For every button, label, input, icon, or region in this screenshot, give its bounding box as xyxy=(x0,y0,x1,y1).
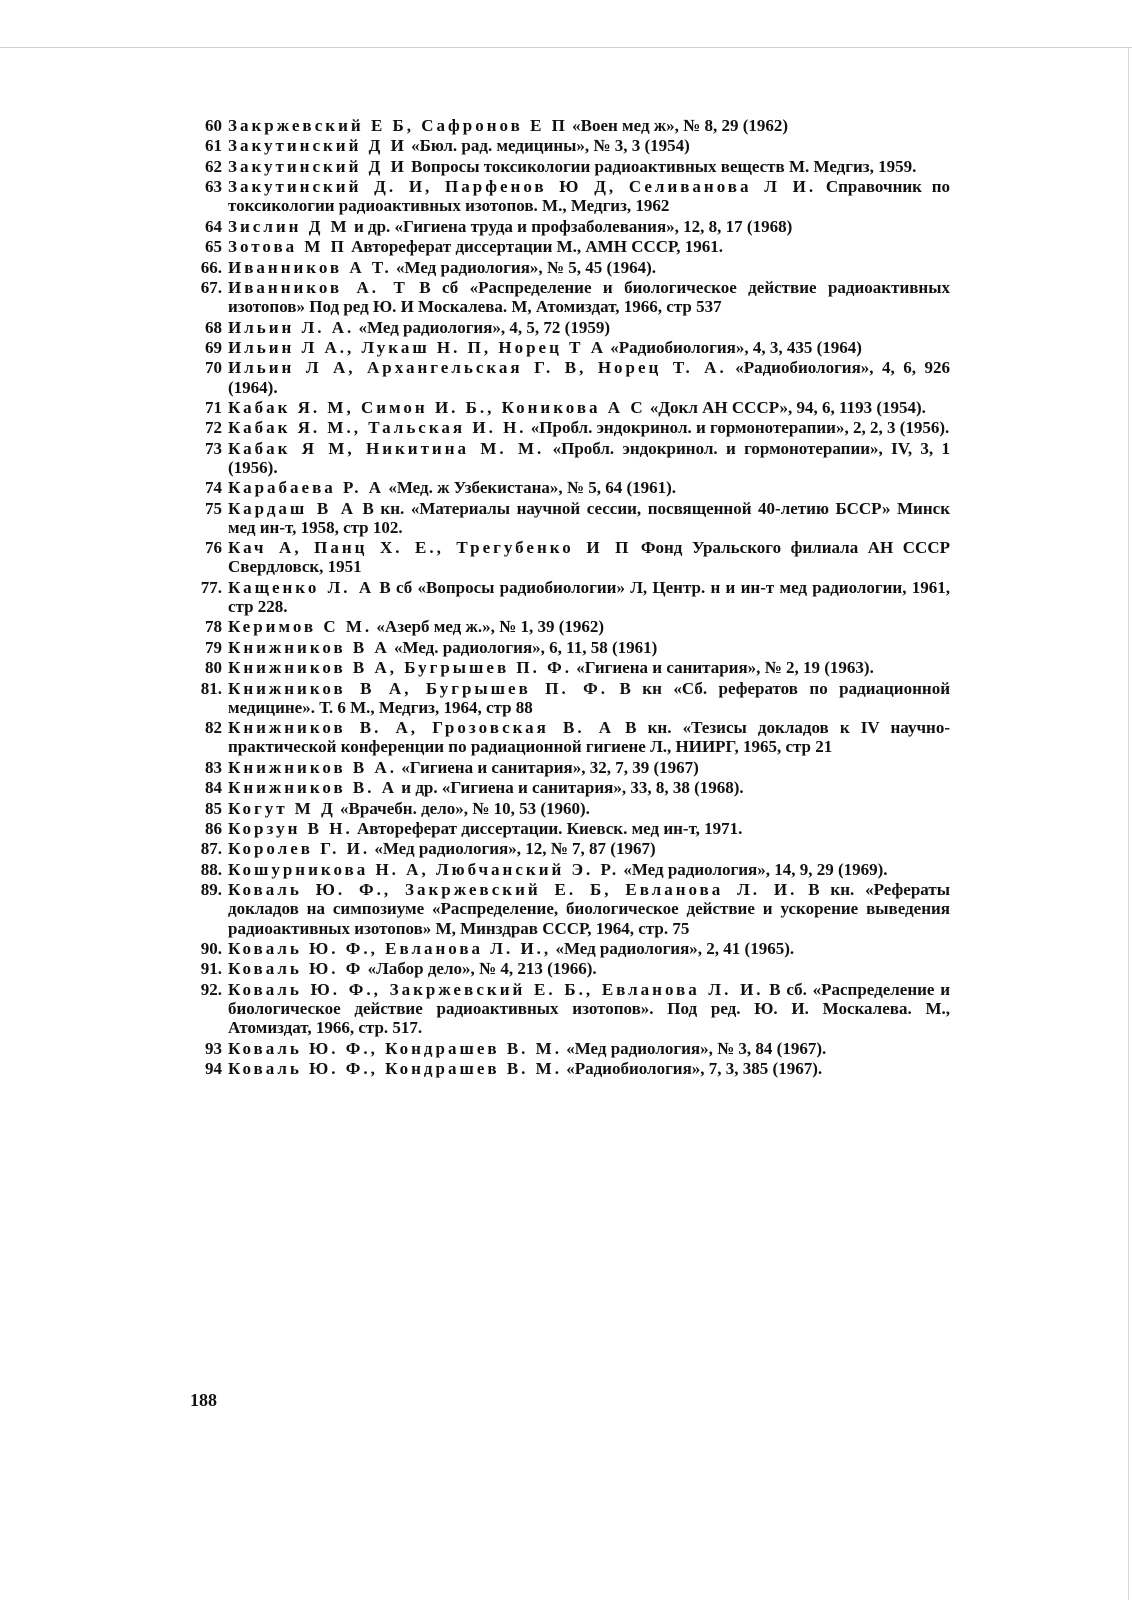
reference-author: Книжников В А. xyxy=(228,757,398,777)
reference-number: 65 xyxy=(205,237,222,257)
reference-source: Автореферат диссертации М., АМН СССР, 1961. xyxy=(346,237,724,257)
reference-author: Зотова М П xyxy=(228,237,347,257)
reference-text xyxy=(228,1059,950,1078)
reference-item xyxy=(190,880,950,938)
reference-item xyxy=(190,478,950,497)
reference-author: Книжников В А, Бугрышев П. Ф. xyxy=(228,658,572,678)
reference-item xyxy=(190,1039,950,1058)
reference-author: Коваль Ю. Ф., Закржевский Е. Б, Евланова Л. И. xyxy=(228,880,798,900)
reference-text xyxy=(228,718,950,756)
reference-number: 72 xyxy=(205,418,222,438)
reference-text xyxy=(228,959,950,978)
reference-item xyxy=(190,839,950,858)
reference-number: 62 xyxy=(205,156,222,176)
reference-author: Закутинский Д И xyxy=(228,156,407,176)
reference-source: «Мед радиология», № 3, 84 (1967). xyxy=(561,1038,827,1058)
reference-text xyxy=(228,860,950,879)
reference-source: Фонд Уральского филиала АН СССР Свердловск, 1951 xyxy=(228,538,950,577)
reference-text xyxy=(228,157,950,176)
page-number: 188 xyxy=(190,1390,217,1410)
reference-item xyxy=(190,778,950,797)
reference-source: В кн. «Тезисы докладов к IV научно-практической конференции по радиационной гигиене Л., НИИРГ, 1965, стр 21 xyxy=(228,718,950,757)
reference-text xyxy=(228,439,950,477)
reference-author: Ильин Л. А. xyxy=(228,317,355,337)
reference-source: «Мед радиология», 4, 5, 72 (1959) xyxy=(354,317,610,337)
reference-item xyxy=(190,398,950,417)
reference-number: 94 xyxy=(205,1058,222,1078)
reference-item xyxy=(190,318,950,337)
reference-author: Кабак Я. М, Симон И. Б., Коникова А С xyxy=(228,397,646,417)
reference-number: 67. xyxy=(200,277,222,297)
reference-item xyxy=(190,157,950,176)
reference-number: 74 xyxy=(205,478,222,498)
reference-source: «Радиобиология», 7, 3, 385 (1967). xyxy=(561,1058,823,1078)
reference-author: Карабаева Р. А xyxy=(228,478,385,498)
reference-item xyxy=(190,617,950,636)
reference-text xyxy=(228,839,950,858)
reference-item xyxy=(190,959,950,978)
reference-item xyxy=(190,679,950,717)
reference-number: 78 xyxy=(205,617,222,637)
reference-item xyxy=(190,860,950,879)
reference-text xyxy=(228,819,950,838)
reference-source: и др. «Гигиена и санитария», 33, 8, 38 (1968). xyxy=(397,778,744,798)
reference-text xyxy=(228,778,950,797)
reference-number: 86 xyxy=(205,818,222,838)
reference-number: 69 xyxy=(205,337,222,357)
reference-item xyxy=(190,258,950,277)
reference-author: Кошурникова Н. А, Любчанский Э. Р. xyxy=(228,859,620,879)
reference-author: Коваль Ю. Ф., Кондрашев В. М. xyxy=(228,1058,562,1078)
reference-item xyxy=(190,177,950,215)
reference-number: 70 xyxy=(205,358,222,378)
reference-source: «Мед. радиология», 6, 11, 58 (1961) xyxy=(389,637,658,657)
reference-source: Справочник по токсикологии радиоактивных изотопов. М., Медгиз, 1962 xyxy=(228,177,950,216)
reference-author: Коваль Ю. Ф., Кондрашев В. М. xyxy=(228,1038,562,1058)
reference-item xyxy=(190,799,950,818)
reference-item xyxy=(190,217,950,236)
reference-text xyxy=(228,318,950,337)
reference-text xyxy=(228,116,950,135)
reference-author: Ильин Л А, Архангельская Г. В, Норец Т. А. xyxy=(228,358,727,378)
reference-author: Книжников В А xyxy=(228,637,390,657)
reference-item xyxy=(190,358,950,396)
reference-number: 87. xyxy=(200,839,222,859)
reference-source: «Мед радиология», № 5, 45 (1964). xyxy=(391,257,657,277)
reference-source: В кн. «Материалы научной сессии, посвященной 40-летию БССР» Минск мед ин-т, 1958, стр 102. xyxy=(228,498,950,537)
reference-author: Иванников А Т. xyxy=(228,257,392,277)
reference-number: 85 xyxy=(205,798,222,818)
reference-number: 84 xyxy=(205,778,222,798)
reference-item xyxy=(190,499,950,537)
reference-text xyxy=(228,758,950,777)
reference-number: 68 xyxy=(205,317,222,337)
reference-number: 90. xyxy=(200,938,222,958)
reference-number: 83 xyxy=(205,757,222,777)
reference-author: Коваль Ю. Ф., Евланова Л. И., xyxy=(228,938,552,958)
reference-source: «Бюл. рад. медицины», № 3, 3 (1954) xyxy=(406,136,690,156)
reference-author: Кардаш В А xyxy=(228,498,356,518)
reference-author: Кач А, Панц Х. Е., Трегубенко И П xyxy=(228,538,632,558)
reference-item xyxy=(190,1059,950,1078)
reference-number: 89. xyxy=(200,880,222,900)
reference-text xyxy=(228,237,950,256)
reference-source: В сб «Распределение и биологическое действие радиоактивных изотопов» Под ред Ю. И Москалева. М, Атомиздат, 1966, стр 537 xyxy=(228,277,950,317)
reference-author: Иванников А. Т xyxy=(228,277,408,297)
reference-number: 81. xyxy=(200,678,222,698)
reference-text xyxy=(228,418,950,437)
reference-text xyxy=(228,617,950,636)
reference-number: 71 xyxy=(205,397,222,417)
reference-number: 64 xyxy=(205,216,222,236)
reference-number: 92. xyxy=(200,979,222,999)
reference-item xyxy=(190,718,950,756)
reference-number: 82 xyxy=(205,718,222,738)
reference-text xyxy=(228,679,950,717)
reference-item xyxy=(190,578,950,616)
reference-item xyxy=(190,116,950,135)
reference-item xyxy=(190,939,950,958)
reference-text xyxy=(228,638,950,657)
reference-item xyxy=(190,338,950,357)
reference-item xyxy=(190,658,950,677)
reference-source: Вопросы токсикологии радиоактивных веществ М. Медгиз, 1959. xyxy=(406,156,917,176)
reference-author: Керимов С М. xyxy=(228,617,373,637)
reference-author: Кабак Я М, Никитина М. М. xyxy=(228,438,545,458)
reference-author: Закутинский Д И xyxy=(228,136,407,156)
reference-source: «Мед радиология», 2, 41 (1965). xyxy=(551,938,795,958)
reference-author: Книжников В А, Бугрышев П. Ф. xyxy=(228,678,609,698)
reference-number: 93 xyxy=(205,1038,222,1058)
reference-text xyxy=(228,478,950,497)
reference-author: Коваль Ю. Ф., Закржевский Е. Б., Евланова Л. И. xyxy=(228,979,764,999)
reference-source: «Врачебн. дело», № 10, 53 (1960). xyxy=(335,798,590,818)
reference-number: 63 xyxy=(205,177,222,197)
reference-number: 66. xyxy=(200,257,222,277)
reference-number: 88. xyxy=(200,859,222,879)
reference-text xyxy=(228,538,950,576)
reference-source: «Гигиена и санитария», 32, 7, 39 (1967) xyxy=(397,757,699,777)
reference-item xyxy=(190,418,950,437)
reference-source: «Пробл. эндокринол. и гормонотерапии», 2, 2, 3 (1956). xyxy=(526,418,950,438)
reference-text xyxy=(228,939,950,958)
reference-source: Автореферат диссертации. Киевск. мед ин-т, 1971. xyxy=(352,818,743,838)
reference-text xyxy=(228,177,950,215)
reference-source: «Азерб мед ж.», № 1, 39 (1962) xyxy=(372,617,605,637)
reference-text xyxy=(228,880,950,938)
reference-author: Книжников В. А xyxy=(228,778,398,798)
reference-number: 79 xyxy=(205,637,222,657)
reference-item xyxy=(190,638,950,657)
reference-source: «Гигиена и санитария», № 2, 19 (1963). xyxy=(571,658,874,678)
reference-source: «Пробл. эндокринол. и гормонотерапии», IV, 3, 1 (1956). xyxy=(228,438,951,477)
reference-item xyxy=(190,538,950,576)
reference-source: «Мед. ж Узбекистана», № 5, 64 (1961). xyxy=(384,478,677,498)
reference-item xyxy=(190,278,950,316)
reference-source: В сб «Вопросы радиобиологии» Л, Центр. н и ин-т мед радиологии, 1961, стр 228. xyxy=(228,577,950,617)
reference-text xyxy=(228,338,950,357)
reference-item xyxy=(190,758,950,777)
reference-text xyxy=(228,658,950,677)
reference-author: Корзун В Н. xyxy=(228,818,353,838)
reference-item xyxy=(190,237,950,256)
page-edge-top xyxy=(0,47,1132,48)
reference-source: «Радиобиология», 4, 6, 926 (1964). xyxy=(228,358,950,397)
reference-number: 76 xyxy=(205,538,222,558)
reference-source: «Мед радиология», 14, 9, 29 (1969). xyxy=(619,859,888,879)
reference-text xyxy=(228,1039,950,1058)
reference-source: и др. «Гигиена труда и профзаболевания», 12, 8, 17 (1968) xyxy=(349,216,793,236)
reference-text xyxy=(228,258,950,277)
reference-author: Кабак Я. М., Тальская И. Н. xyxy=(228,418,527,438)
reference-list xyxy=(190,116,950,1079)
reference-author: Когут М Д xyxy=(228,798,336,818)
reference-author: Книжников В. А, Грозовская В. А xyxy=(228,718,615,738)
reference-source: «Радиобиология», 4, 3, 435 (1964) xyxy=(606,337,862,357)
reference-number: 61 xyxy=(205,136,222,156)
reference-author: Закутинский Д. И, Парфенов Ю Д, Селиванова Л И. xyxy=(228,177,817,197)
reference-source: «Докл АН СССР», 94, 6, 1193 (1954). xyxy=(645,397,926,417)
reference-text xyxy=(228,217,950,236)
reference-author: Закржевский Е Б, Сафронов Е П xyxy=(228,116,568,135)
reference-text xyxy=(228,499,950,537)
reference-text xyxy=(228,278,950,316)
reference-text xyxy=(228,358,950,396)
reference-text xyxy=(228,980,950,1038)
reference-item xyxy=(190,980,950,1038)
reference-source: «Мед радиология», 12, № 7, 87 (1967) xyxy=(370,839,656,859)
reference-number: 73 xyxy=(205,438,222,458)
reference-source: «Воен мед ж», № 8, 29 (1962) xyxy=(567,116,789,135)
reference-item xyxy=(190,819,950,838)
reference-text xyxy=(228,398,950,417)
reference-author: Ильин Л А., Лукаш Н. П, Норец Т А xyxy=(228,337,606,357)
reference-text xyxy=(228,578,950,616)
reference-author: Кащенко Л. А xyxy=(228,577,375,597)
reference-source: «Лабор дело», № 4, 213 (1966). xyxy=(363,959,597,979)
reference-author: Коваль Ю. Ф xyxy=(228,959,364,979)
reference-item xyxy=(190,439,950,477)
reference-text xyxy=(228,136,950,155)
reference-text xyxy=(228,799,950,818)
reference-author: Королев Г. И. xyxy=(228,839,371,859)
reference-author: Зислин Д М xyxy=(228,216,350,236)
reference-number: 80 xyxy=(205,658,222,678)
reference-source: В кн. «Рефераты докладов на симпозиуме «Распределение, биологическое действие и ускорение выведения радиоактивных изотопов» М, Минздрав СССР, 1964, стр. 75 xyxy=(228,880,950,938)
reference-source: В сб. «Распределение и биологическое действие радиоактивных изотопов». Под ред. Ю. И. Москалева. М., Атомиздат, 1966, стр. 517. xyxy=(228,979,950,1038)
reference-number: 91. xyxy=(200,959,222,979)
page-edge-right xyxy=(1128,47,1129,1600)
reference-item xyxy=(190,136,950,155)
reference-number: 75 xyxy=(205,498,222,518)
reference-source: В кн «Сб. рефератов по радиационной медицине». Т. 6 М., Медгиз, 1964, стр 88 xyxy=(228,678,950,717)
reference-number: 60 xyxy=(205,116,222,135)
reference-number: 77. xyxy=(200,577,222,597)
